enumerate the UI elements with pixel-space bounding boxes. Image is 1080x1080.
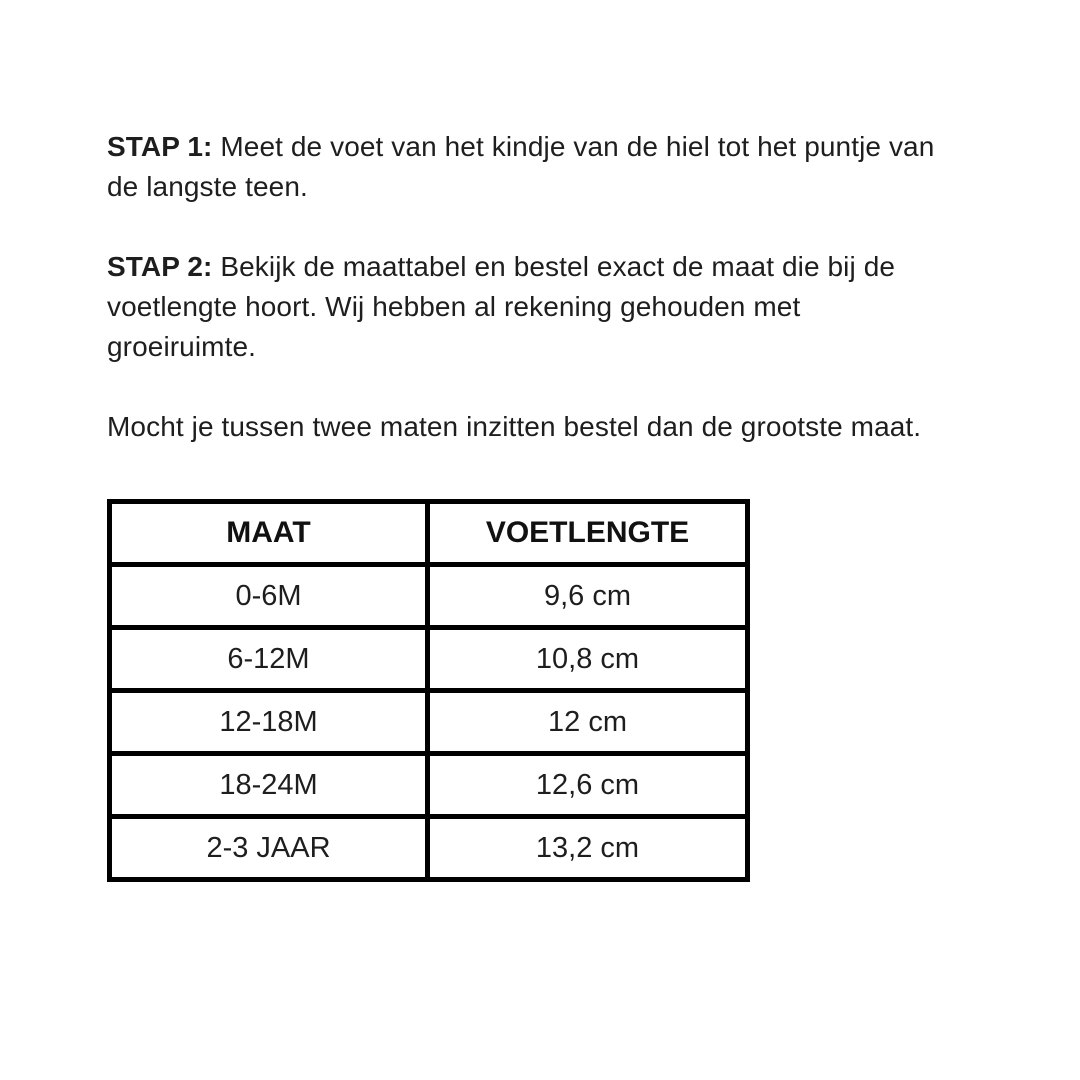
maat-cell: 6-12M bbox=[110, 628, 428, 691]
step-2-label: STAP 2: bbox=[107, 251, 213, 282]
table-row bbox=[110, 817, 748, 880]
maat-cell: 2-3 JAAR bbox=[110, 817, 428, 880]
size-table bbox=[107, 499, 750, 882]
note-text: Mocht je tussen twee maten inzitten bestel dan de grootste maat. bbox=[107, 411, 922, 442]
size-table-header-row bbox=[110, 502, 748, 565]
maat-cell: 18-24M bbox=[110, 754, 428, 817]
step-2-text: Bekijk de maattabel en bestel exact de maat die bij de voetlengte hoort. Wij hebben al rekening gehouden met groeiruimte. bbox=[107, 251, 896, 362]
voetlengte-cell: 10,8 cm bbox=[428, 628, 748, 691]
voetlengte-cell: 13,2 cm bbox=[428, 817, 748, 880]
table-row bbox=[110, 691, 748, 754]
size-table-header-voetlengte: VOETLENGTE bbox=[428, 502, 748, 565]
step-1-label: STAP 1: bbox=[107, 131, 213, 162]
note-paragraph bbox=[107, 407, 939, 447]
voetlengte-cell: 12,6 cm bbox=[428, 754, 748, 817]
voetlengte-cell: 12 cm bbox=[428, 691, 748, 754]
maat-cell: 0-6M bbox=[110, 565, 428, 628]
table-row bbox=[110, 754, 748, 817]
table-row bbox=[110, 565, 748, 628]
size-guide-document bbox=[107, 127, 939, 882]
step-1-text: Meet de voet van het kindje van de hiel tot het puntje van de langste teen. bbox=[107, 131, 935, 202]
step-1-paragraph bbox=[107, 127, 939, 207]
step-2-paragraph bbox=[107, 247, 939, 367]
table-row bbox=[110, 628, 748, 691]
maat-cell: 12-18M bbox=[110, 691, 428, 754]
size-table-header-maat: MAAT bbox=[110, 502, 428, 565]
voetlengte-cell: 9,6 cm bbox=[428, 565, 748, 628]
